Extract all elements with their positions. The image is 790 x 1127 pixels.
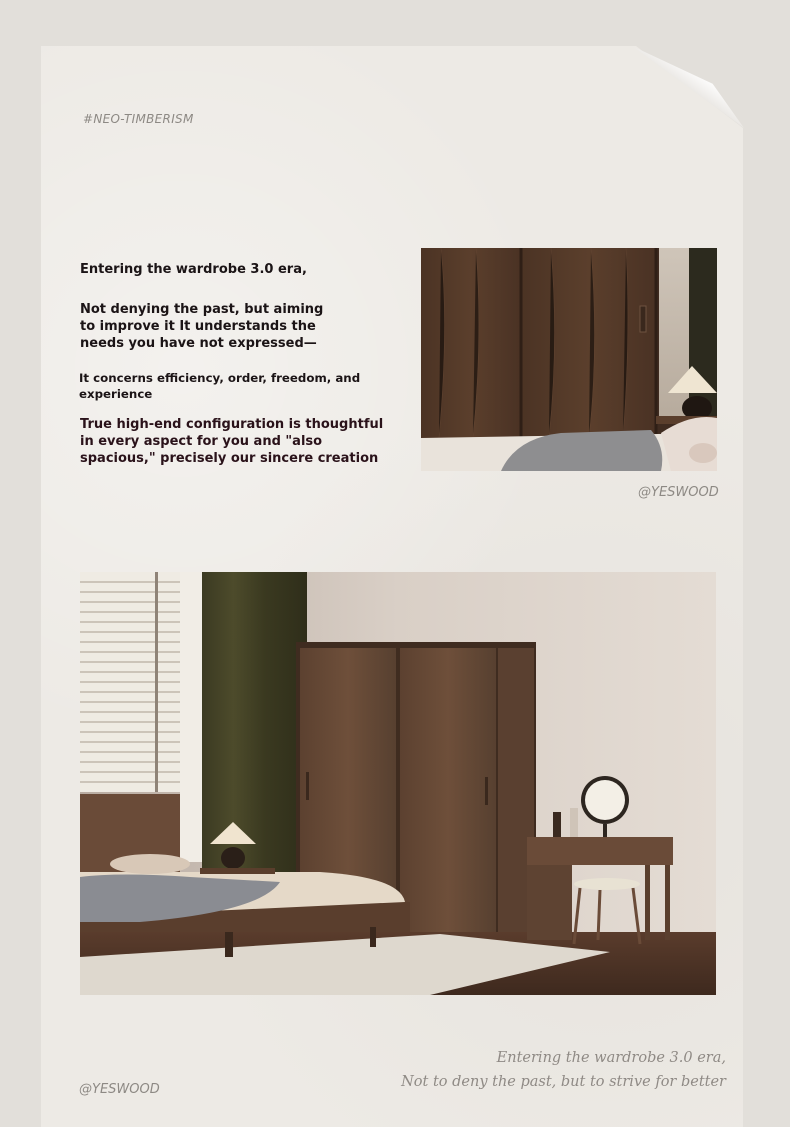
bottom-credit: @YESWOOD	[79, 1082, 160, 1097]
top-photo-credit: @YESWOOD	[638, 485, 719, 500]
hashtag-label: #NEO-TIMBERISM	[83, 112, 194, 126]
bedroom-scene-photo	[80, 572, 716, 995]
intro-paragraph-2: It concerns efficiency, order, freedom, and experience	[79, 371, 361, 401]
wardrobe-closeup-photo	[421, 248, 717, 471]
intro-paragraph-3: True high-end configuration is thoughtful in every aspect for you and "also spacious," precisely our sincere creation	[80, 417, 384, 466]
intro-paragraph-1: Not denying the past, but aiming to improve it It understands the needs you have not expressed—	[80, 302, 324, 351]
script-caption-line1: Entering the wardrobe 3.0 era,	[496, 1050, 726, 1066]
script-caption-line2: Not to deny the past, but to strive for better	[401, 1074, 726, 1090]
intro-heading: Entering the wardrobe 3.0 era,	[80, 262, 307, 277]
